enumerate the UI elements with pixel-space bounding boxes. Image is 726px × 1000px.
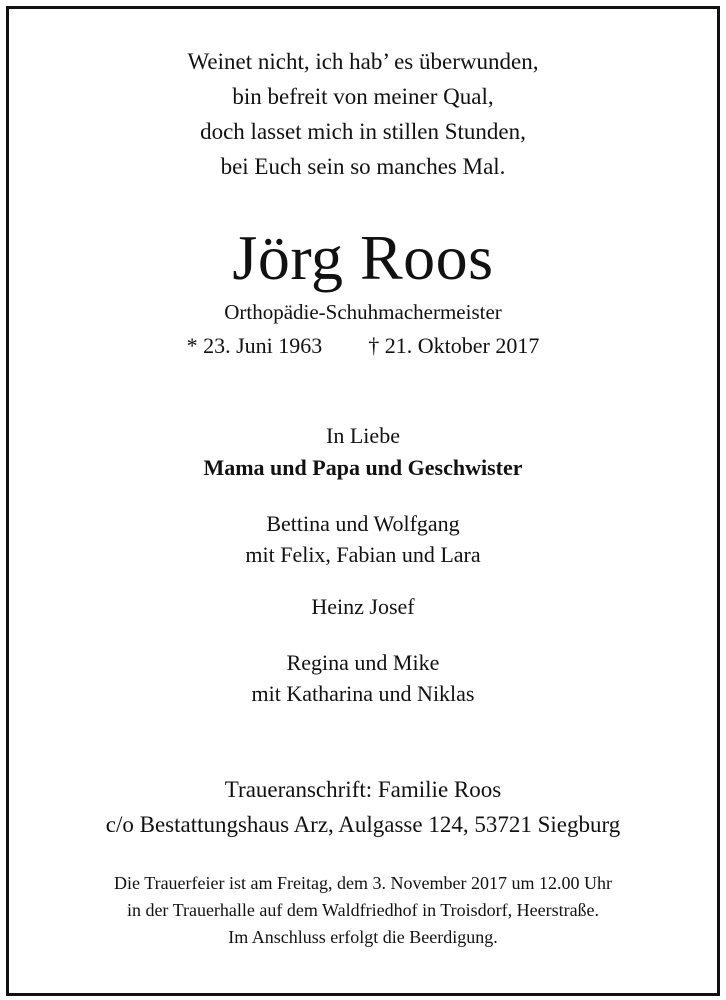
poem <box>0 44 726 184</box>
family-line: mit Felix, Fabian und Lara <box>245 542 481 567</box>
death-date: † 21. Oktober 2017 <box>368 333 540 358</box>
poem-line: doch lasset mich in stillen Stunden, <box>200 119 526 144</box>
ceremony-line: Im Anschluss erfolgt die Beerdigung. <box>228 927 498 947</box>
life-dates <box>0 331 726 361</box>
funeral-ceremony-info <box>0 870 726 951</box>
deceased-name: Jörg Roos <box>232 222 494 293</box>
mourners-family-group <box>0 647 726 709</box>
family-line: Bettina und Wolfgang <box>266 511 460 536</box>
mourners-intro: In Liebe <box>326 423 400 448</box>
mourners-parents: Mama und Papa und Geschwister <box>203 455 523 480</box>
address-line: c/o Bestattungshaus Arz, Aulgasse 124, 53721 Siegburg <box>105 812 621 837</box>
address-line: Traueranschrift: Familie Roos <box>224 777 502 802</box>
ceremony-line: Die Trauerfeier ist am Freitag, dem 3. November 2017 um 12.00 Uhr <box>114 873 612 893</box>
family-line: Heinz Josef <box>311 594 415 619</box>
mourners-family-group <box>0 592 726 622</box>
ceremony-line: in der Trauerhalle auf dem Waldfriedhof in Troisdorf, Heerstraße. <box>126 900 600 920</box>
poem-line: bei Euch sein so manches Mal. <box>220 154 506 179</box>
birth-date: * 23. Juni 1963 <box>186 333 323 358</box>
poem-line: Weinet nicht, ich hab’ es überwunden, <box>187 49 539 74</box>
mourning-address <box>0 772 726 842</box>
deceased-profession: Orthopädie-Schuhmachermeister <box>224 300 502 324</box>
family-line: mit Katharina und Niklas <box>251 681 475 706</box>
poem-line: bin befreit von meiner Qual, <box>232 84 494 109</box>
family-line: Regina und Mike <box>286 650 440 675</box>
mourners-family-group <box>0 508 726 570</box>
